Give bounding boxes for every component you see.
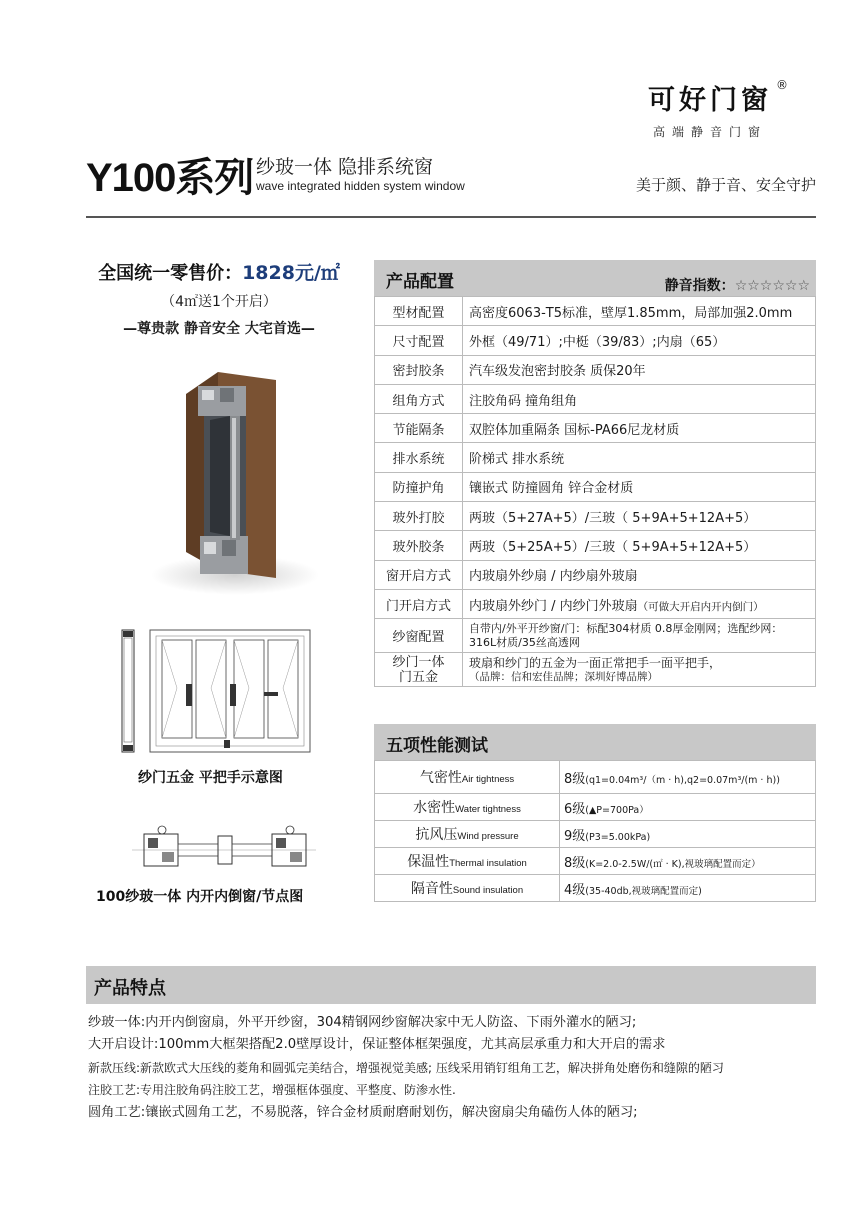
price-label: 全国统一零售价： — [98, 263, 243, 284]
model-subtitle: 纱玻一体 隐排系统窗 — [256, 156, 434, 178]
perf-name — [375, 875, 560, 902]
config-key: 玻外胶条 — [375, 531, 463, 560]
list-item: 新款压线:新款欧式大压线的菱角和圆弧完美结合，增强视觉美感; 压线采用销钉组角工艺，解决拼角处磨伤和缝隙的陋习 — [88, 1060, 724, 1075]
price-gift: （4㎡送1个开启） — [161, 294, 277, 310]
price-value: 1828元/㎡ — [242, 262, 340, 284]
config-value: 两玻（5+25A+5）/三玻（ 5+9A+5+12A+5） — [463, 531, 816, 560]
config-key: 防撞护角 — [375, 472, 463, 501]
table-row — [375, 821, 816, 848]
config-key: 密封胶条 — [375, 355, 463, 384]
brand-tagline: 高端静音门窗 — [652, 125, 767, 139]
features-list — [88, 1012, 828, 1124]
config-key: 纱窗配置 — [375, 619, 463, 653]
performance-section-header — [374, 724, 816, 760]
table-row — [375, 502, 816, 531]
registered-mark: ® — [776, 78, 788, 92]
model-title: Y100系列 — [86, 156, 254, 200]
door-hardware-caption: 纱门五金 平把手示意图 — [138, 770, 283, 786]
config-key: 型材配置 — [375, 297, 463, 326]
node-caption: 100纱玻一体 内开内倒窗/节点图 — [96, 889, 304, 905]
config-key-line1: 纱门一体 — [392, 654, 445, 670]
config-value: 双腔体加重隔条 国标-PA66尼龙材质 — [463, 414, 816, 443]
node-section-drawing — [122, 822, 326, 878]
brand-name: 可好门窗 — [648, 85, 772, 116]
table-row — [375, 472, 816, 501]
quiet-label: 静音指数： — [664, 278, 735, 294]
perf-name-cn: 保温性 — [407, 854, 450, 870]
perf-detail: (q1=0.04m³/（m · h),q2=0.07m³/(m · h)) — [585, 774, 780, 786]
perf-detail: (▲P=700Pa） — [585, 804, 649, 816]
table-row — [375, 560, 816, 589]
config-key: 组角方式 — [375, 384, 463, 413]
header-divider — [86, 216, 816, 218]
config-key: 节能隔条 — [375, 414, 463, 443]
config-value-note: （可做大开启内开内倒门） — [637, 600, 764, 613]
config-key: 尺寸配置 — [375, 326, 463, 355]
performance-title: 五项性能测试 — [386, 736, 488, 756]
price-block — [86, 258, 352, 338]
perf-grade: 4级 — [564, 882, 586, 898]
table-row — [375, 531, 816, 560]
perf-name — [375, 794, 560, 821]
list-item: 注胶工艺:专用注胶角码注胶工艺，增强框体强度、平整度、防渗水性. — [88, 1083, 456, 1098]
perf-value — [560, 794, 816, 821]
perf-grade: 8级 — [564, 771, 586, 787]
list-item: 大开启设计:100mm大框架搭配2.0壁厚设计，保证整体框架强度，尤其高层承重力和大开启的需求 — [88, 1037, 666, 1053]
config-value-main: 内玻扇外纱门 / 内纱门外玻扇 — [469, 598, 638, 614]
perf-name-en: Air tightness — [461, 774, 515, 785]
config-key: 窗开启方式 — [375, 560, 463, 589]
table-row — [375, 761, 816, 794]
perf-name-cn: 抗风压 — [415, 827, 458, 843]
config-value — [463, 653, 816, 687]
performance-table — [374, 760, 816, 902]
brand-logo — [630, 78, 790, 140]
perf-grade: 6级 — [564, 801, 586, 817]
table-row — [375, 589, 816, 618]
table-row — [375, 443, 816, 472]
price-line — [86, 258, 352, 285]
config-key: 玻外打胶 — [375, 502, 463, 531]
perf-detail: (P3=5.00kPa) — [585, 831, 651, 843]
window-profile-image — [180, 366, 280, 586]
quiet-stars: ☆☆☆☆☆☆ — [734, 278, 810, 294]
perf-name-cn: 隔音性 — [410, 881, 453, 897]
table-row — [375, 355, 816, 384]
table-row — [375, 384, 816, 413]
perf-detail: (K=2.0-2.5W/(㎡ · K),视玻璃配置而定） — [585, 858, 761, 870]
slogan: 美于颜、静于音、安全守护 — [635, 176, 816, 194]
perf-value — [560, 848, 816, 875]
perf-name-cn: 水密性 — [413, 800, 456, 816]
perf-name-en: Wind pressure — [457, 831, 519, 842]
config-key-line2: 门五金 — [398, 669, 438, 685]
perf-grade: 8级 — [564, 855, 586, 871]
perf-name-en: Thermal insulation — [449, 858, 527, 869]
perf-value — [560, 821, 816, 848]
table-row — [375, 297, 816, 326]
config-key: 门开启方式 — [375, 589, 463, 618]
table-row — [375, 326, 816, 355]
table-row — [375, 794, 816, 821]
door-hardware-drawing — [120, 628, 320, 754]
list-item: 圆角工艺:镶嵌式圆角工艺，不易脱落，锌合金材质耐磨耐划伤，解决窗扇尖角磕伤人体的陋习; — [88, 1104, 638, 1120]
config-table — [374, 296, 816, 687]
model-subtitle-en: wave integrated hidden system window — [256, 179, 465, 193]
perf-name — [375, 761, 560, 794]
config-value-line2: （品牌：信和宏佳品牌；深圳好博品牌） — [469, 670, 658, 683]
perf-value — [560, 875, 816, 902]
quiet-index — [665, 275, 810, 295]
table-row — [375, 414, 816, 443]
config-value: 内玻扇外纱扇 / 内纱扇外玻扇 — [463, 560, 816, 589]
config-value — [463, 589, 816, 618]
perf-detail: (35-40db,视玻璃配置而定) — [585, 885, 702, 897]
features-title: 产品特点 — [94, 978, 166, 999]
table-row — [375, 653, 816, 687]
features-section-header — [86, 966, 816, 1004]
config-key: 排水系统 — [375, 443, 463, 472]
table-row — [375, 619, 816, 653]
config-value: 镶嵌式 防撞圆角 锌合金材质 — [463, 472, 816, 501]
config-value: 阶梯式 排水系统 — [463, 443, 816, 472]
perf-value — [560, 761, 816, 794]
config-value: 汽车级发泡密封胶条 质保20年 — [463, 355, 816, 384]
config-key — [375, 653, 463, 687]
list-item: 纱玻一体:内开内倒窗扇，外平开纱窗，304精钢网纱窗解决家中无人防盗、下雨外灌水的陋习; — [88, 1015, 637, 1030]
perf-name-en: Sound insulation — [452, 885, 524, 896]
config-title: 产品配置 — [386, 272, 454, 292]
title-row — [86, 146, 826, 198]
config-value: 自带内/外平开纱窗/门：标配304材质 0.8厚金刚网；选配纱网：316L材质/35丝高透网 — [463, 619, 816, 653]
config-value: 注胶角码 撞角组角 — [463, 384, 816, 413]
perf-grade: 9级 — [564, 828, 586, 844]
table-row — [375, 848, 816, 875]
price-tagline: —尊贵款 静音安全 大宅首选— — [123, 321, 315, 337]
config-section-header — [374, 260, 816, 296]
perf-name — [375, 848, 560, 875]
table-row — [375, 875, 816, 902]
config-value: 高密度6063-T5标准，壁厚1.85mm，局部加强2.0mm — [463, 297, 816, 326]
config-value: 外框（49/71）;中梃（39/83）;内扇（65） — [463, 326, 816, 355]
config-value-line1: 玻扇和纱门的五金为一面正常把手一面平把手， — [469, 655, 722, 670]
perf-name-en: Water tightness — [455, 804, 521, 815]
perf-name — [375, 821, 560, 848]
perf-name-cn: 气密性 — [419, 770, 462, 786]
config-value: 两玻（5+27A+5）/三玻（ 5+9A+5+12A+5） — [463, 502, 816, 531]
